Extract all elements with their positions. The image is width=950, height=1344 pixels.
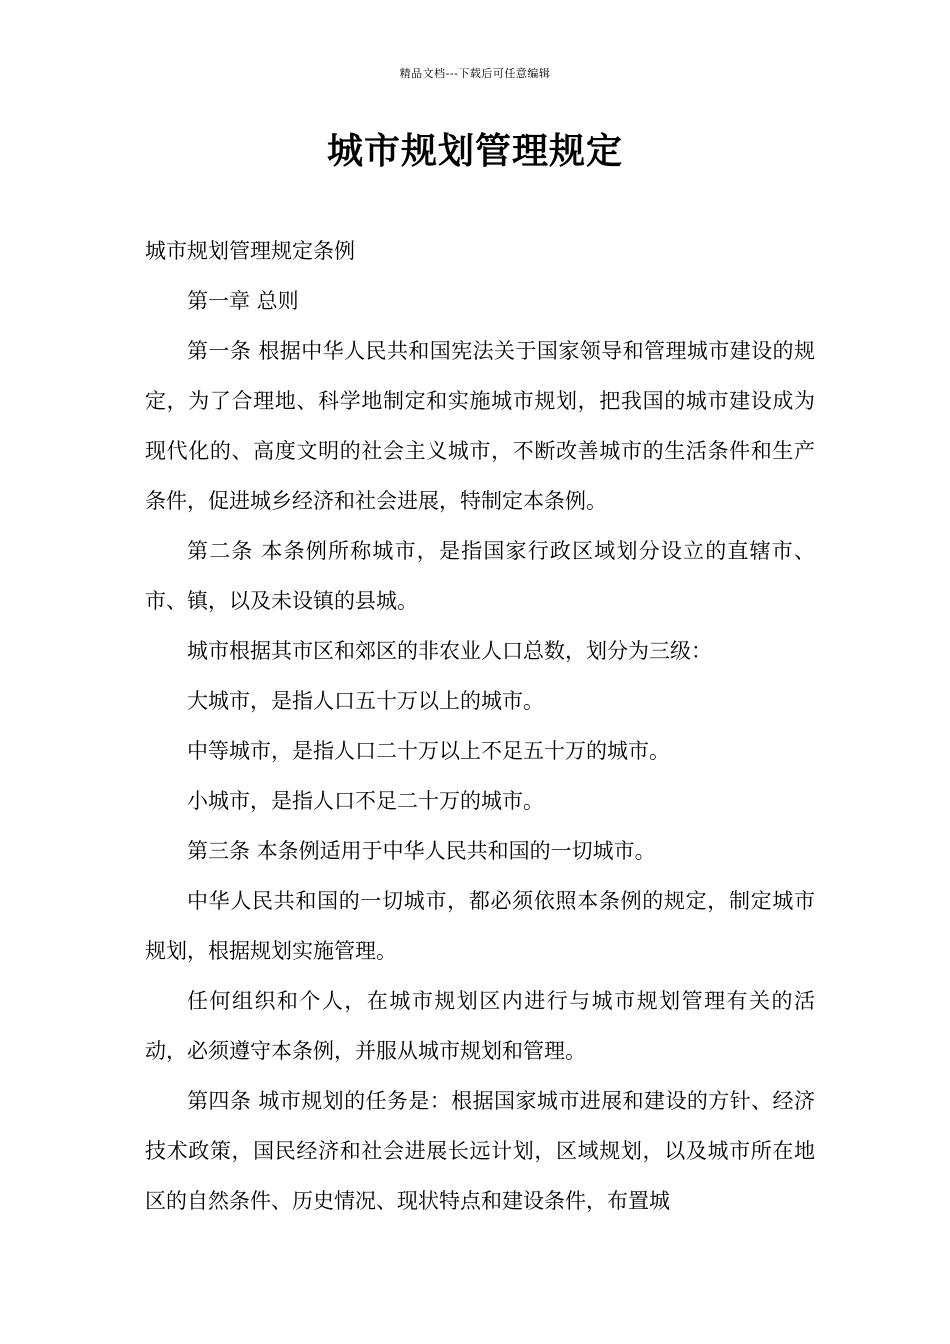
paragraph-all-cities: 中华人民共和国的一切城市，都必须依照本条例的规定，制定城市规划，根据规划实施管理。	[145, 889, 815, 963]
paragraph-subtitle: 城市规划管理规定条例	[145, 239, 355, 263]
paragraph-chapter-heading: 第一章 总则	[187, 289, 299, 313]
paragraph-article-2: 第二条 本条例所称城市，是指国家行政区域划分设立的直辖市、市、镇，以及未设镇的县城。	[145, 539, 815, 613]
paragraph-medium-city: 中等城市，是指人口二十万以上不足五十万的城市。	[187, 739, 670, 763]
paragraph-article-1: 第一条 根据中华人民共和国宪法关于国家领导和管理城市建设的规定，为了合理地、科学地制定和实施城市规划，把我国的城市建设成为现代化的、高度文明的社会主义城市，不断改善城市的生活条件和生产条件，促进城乡经济和社会进展，特制定本条例。	[145, 339, 815, 513]
paragraph-small-city: 小城市，是指人口不足二十万的城市。	[187, 789, 544, 813]
paragraph-article-4: 第四条 城市规划的任务是：根据国家城市进展和建设的方针、经济技术政策，国民经济和社会进展长远计划，区域规划，以及城市所在地区的自然条件、历史情况、现状特点和建设条件，布置城	[145, 1089, 815, 1213]
paragraph-large-city: 大城市，是指人口五十万以上的城市。	[187, 689, 544, 713]
paragraph-article-3: 第三条 本条例适用于中华人民共和国的一切城市。	[187, 839, 656, 863]
header-note: 精品文档---下载后可任意编辑	[399, 67, 551, 80]
paragraph-city-classes: 城市根据其市区和郊区的非农业人口总数，划分为三级：	[187, 639, 712, 663]
document-body	[145, 226, 815, 1226]
document-title: 城市规划管理规定	[326, 131, 623, 172]
paragraph-organizations: 任何组织和个人，在城市规划区内进行与城市规划管理有关的活动，必须遵守本条例，并服从城市规划和管理。	[145, 989, 815, 1063]
